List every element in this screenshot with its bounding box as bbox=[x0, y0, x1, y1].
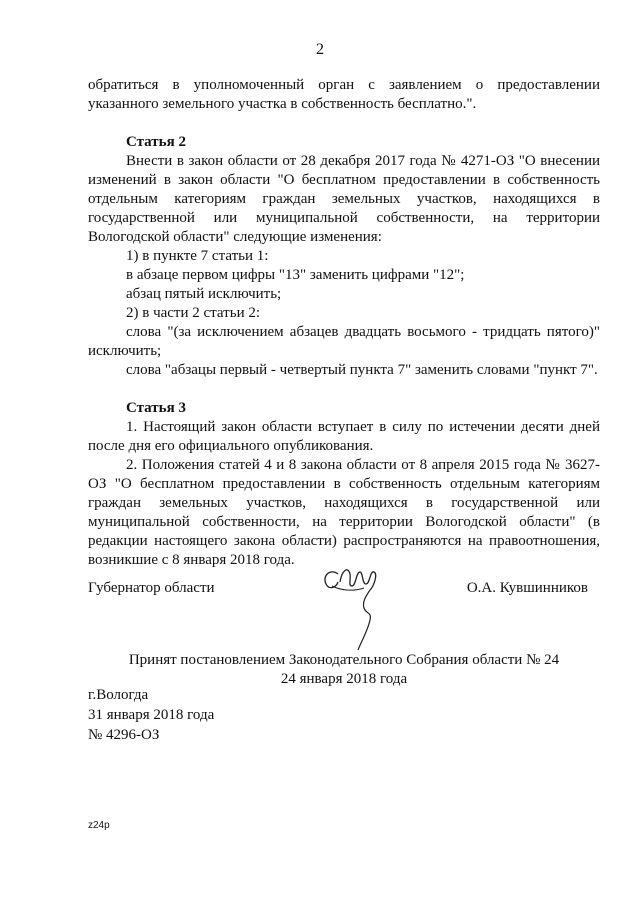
article-2-item: в абзаце первом цифры "13" заменить цифрами "12"; bbox=[126, 267, 465, 283]
signatory-name: О.А. Кувшинников bbox=[466, 580, 588, 596]
article-2-item: слова "(за исключением абзацев двадцать восьмого - тридцать пятого)" исключить; bbox=[88, 324, 600, 359]
article-2-item: слова "абзацы первый - четвертый пункта 7" заменить словами "пункт 7". bbox=[126, 362, 598, 378]
footer-code: z24p bbox=[88, 820, 110, 831]
adoption-line-1: Принят постановлением Законодательного Собрания области № 24 bbox=[128, 652, 560, 668]
law-number: № 4296-ОЗ bbox=[88, 727, 160, 743]
article-2-item: 1) в пункте 7 статьи 1: bbox=[126, 248, 269, 264]
article-2-intro: Внести в закон области от 28 декабря 2017 года № 4271-ОЗ "О внесении изменений в закон области "О бесплатном предоставлении в собственность отдельным категориям граждан земельных участков, находящихся в государственной или муниципальной собственности, на территории Вологодской области" следующие изменения: bbox=[88, 153, 600, 245]
article-2-item: 2) в части 2 статьи 2: bbox=[126, 305, 261, 321]
handwritten-signature bbox=[318, 560, 390, 652]
article-2-item: абзац пятый исключить; bbox=[126, 286, 282, 302]
article-2-heading: Статья 2 bbox=[126, 134, 186, 150]
article-3-heading: Статья 3 bbox=[126, 400, 186, 416]
page-number: 2 bbox=[316, 41, 324, 58]
adoption-line-2: 24 января 2018 года bbox=[280, 671, 408, 687]
article-3-paragraph-1: 1. Настоящий закон области вступает в силу по истечении десяти дней после дня его официального опубликования. bbox=[88, 419, 600, 454]
place-and-date bbox=[88, 685, 388, 745]
document-body bbox=[88, 76, 600, 570]
adoption-note bbox=[88, 651, 600, 689]
signing-date: 31 января 2018 года bbox=[88, 707, 215, 723]
continuation-paragraph: обратиться в уполномоченный орган с заявлением о предоставлении указанного земельного участка в собственность бесплатно.". bbox=[88, 77, 600, 112]
city: г.Вологда bbox=[88, 687, 149, 703]
article-3-paragraph-2: 2. Положения статей 4 и 8 закона области от 8 апреля 2015 года № 3627-ОЗ "О бесплатном предоставлении в собственность отдельным категориям граждан земельных участков, находящихся в государственной или муниципальной собственности, на территории Вологодской области" (в редакции настоящего закона области) распространяются на правоотношения, возникшие с 8 января 2018 года. bbox=[88, 457, 600, 568]
signatory-position: Губернатор области bbox=[88, 580, 215, 596]
